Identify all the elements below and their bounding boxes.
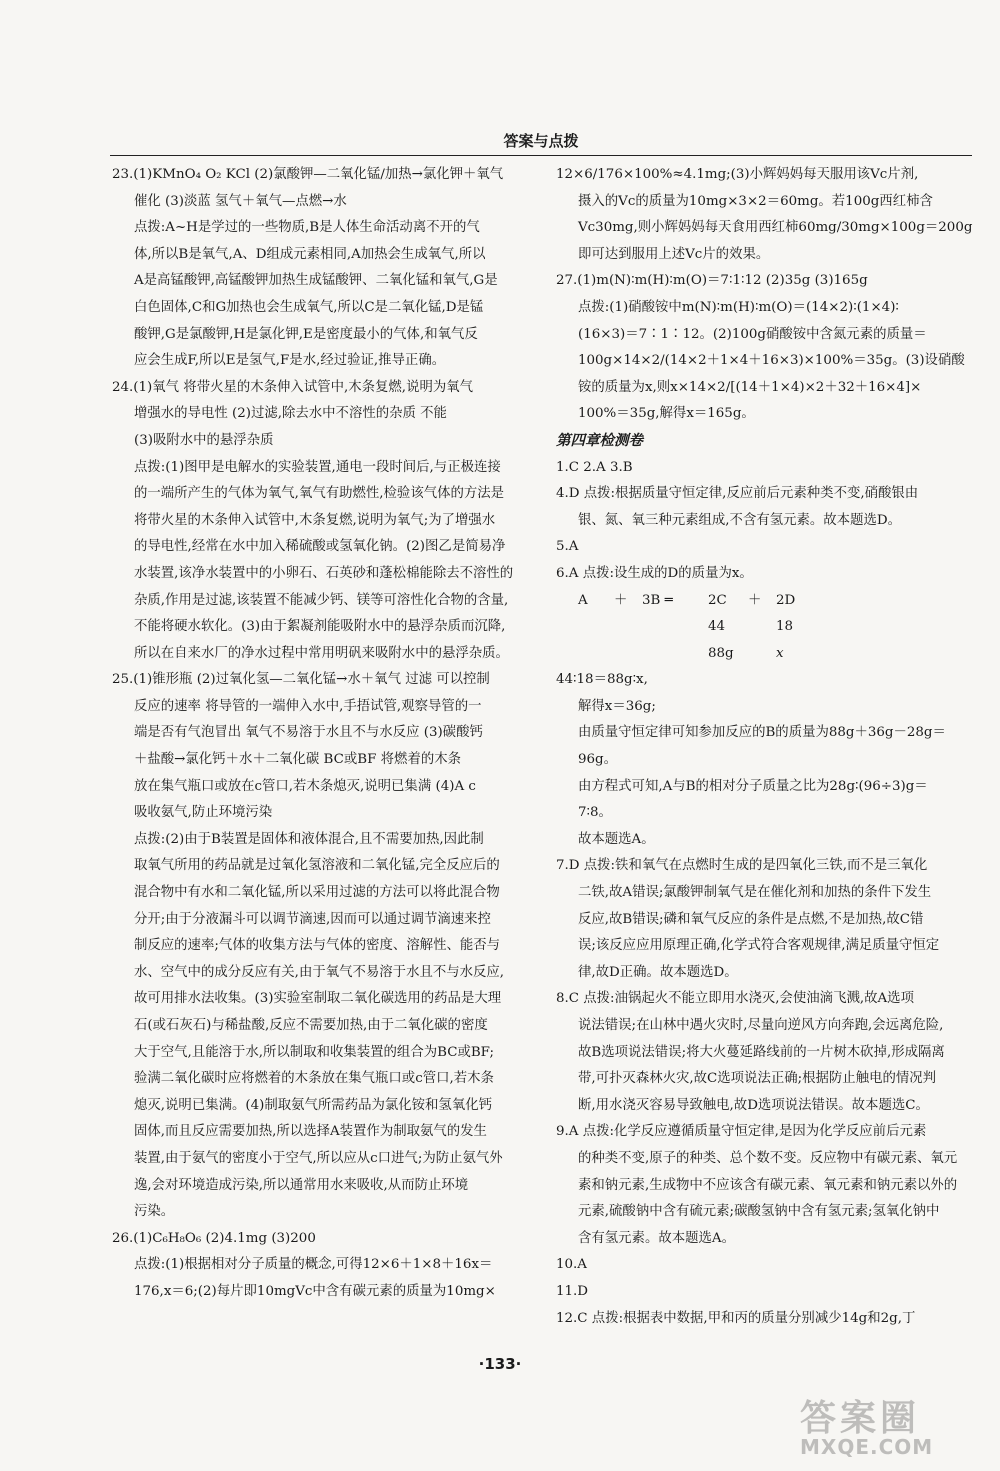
answer-line: 水装置,该净水装置中的小卵石、石英砂和蓬松棉能除去不溶性的 xyxy=(134,565,514,581)
eq-term: ＋ xyxy=(614,592,628,608)
watermark-logo xyxy=(800,1390,990,1465)
answer-line: 反应的速率 将导管的一端伸入水中,手捂试管,观察导管的一 xyxy=(134,698,482,714)
answer-line: 熄灭,说明已集满。(4)制取氨气所需药品为氯化铵和氢氧化钙 xyxy=(134,1097,492,1113)
answer-line: 白色固体,C和G加热也会生成氧气,所以C是二氧化锰,D是锰 xyxy=(134,299,484,315)
answer-item-a11 xyxy=(556,1279,976,1306)
answer-line: 12.C 点拨:根据表中数据,甲和丙的质量分别减少14g和2g,丁 xyxy=(556,1310,916,1326)
answer-line: 由方程式可知,A与B的相对分子质量之比为28g∶(96÷3)g＝ xyxy=(578,778,928,794)
answer-line: ＋盐酸→氯化钙＋水＋二氧化碳 BC或BF 将燃着的木条 xyxy=(134,752,462,768)
answer-line: 误;该反应应用原理正确,化学式符合客观规律,满足质量守恒定 xyxy=(578,938,940,954)
right-column-after-equation xyxy=(556,667,976,1332)
answer-line: 点拨:(1)硝酸铵中m(N)∶m(H)∶m(O)＝(14×2)∶(1×4)∶ xyxy=(578,299,899,315)
answer-line: 分开;由于分液漏斗可以调节滴速,因而可以通过调节滴速来控 xyxy=(134,911,491,927)
answer-line: 即可达到服用上述Vc片的效果。 xyxy=(578,246,770,262)
eq-value: 88g xyxy=(708,645,734,661)
answer-line: 不能将硬水软化。(3)由于絮凝剂能吸附水中的悬浮杂质而沉降, xyxy=(134,619,506,635)
answer-line: 96g。 xyxy=(578,752,618,768)
answer-line: 端是否有气泡冒出 氧气不易溶于水且不与水反应 (3)碳酸钙 xyxy=(134,725,483,741)
answer-item-q26-cont xyxy=(556,162,976,268)
eq-term: 2C xyxy=(708,592,727,608)
answer-line: 25.(1)锥形瓶 (2)过氧化氢—二氧化锰→水＋氧气 过滤 可以控制 xyxy=(112,672,490,688)
header-rule xyxy=(110,155,972,156)
answer-line: 应会生成F,所以E是氢气,F是水,经过验证,推导正确。 xyxy=(134,353,446,369)
answer-line: 点拨:(2)由于B装置是固体和液体混合,且不需要加热,因此制 xyxy=(134,831,484,847)
answer-line: (3)吸附水中的悬浮杂质 xyxy=(134,432,274,448)
eq-value: x xyxy=(776,645,784,661)
answer-line: 固体,而且反应需要加热,所以选择A装置作为制取氨气的发生 xyxy=(134,1124,487,1140)
answer-line: 的一端所产生的气体为氧气,氧气有助燃性,检验该气体的方法是 xyxy=(134,486,505,502)
watermark-text: 答案圈 xyxy=(800,1398,921,1439)
answer-line: (16×3)＝7∶1∶12。(2)100g硝酸铵中含氮元素的质量＝ xyxy=(578,326,927,342)
answer-line: 9.A 点拨:化学反应遵循质量守恒定律,是因为化学反应前后元素 xyxy=(556,1124,927,1140)
answer-line: 26.(1)C₆H₈O₆ (2)4.1mg (3)200 xyxy=(112,1230,316,1246)
answer-line: 点拨:A~H是学过的一些物质,B是人体生命活动离不开的气 xyxy=(134,220,480,236)
answer-line: 100%＝35g,解得x＝165g。 xyxy=(578,406,755,422)
answer-line: 反应,故B错误;磷和氧气反应的条件是点燃,不是加热,故C错 xyxy=(578,911,924,927)
answer-line: 石(或石灰石)与稀盐酸,反应不需要加热,由于二氧化碳的密度 xyxy=(134,1018,488,1033)
answer-line: 混合物中有水和二氧化锰,所以采用过滤的方法可以将此混合物 xyxy=(134,885,500,901)
answer-line: 5.A xyxy=(556,539,579,555)
answer-line: 所以在自来水厂的净水过程中常用明矾来吸附水中的悬浮杂质。 xyxy=(134,645,509,661)
answer-item-a7 xyxy=(556,853,976,986)
right-column-top xyxy=(556,162,976,428)
equation-row-3 xyxy=(556,641,976,668)
answer-line: 27.(1)m(N)∶m(H)∶m(O)＝7∶1∶12 (2)35g (3)165g xyxy=(556,273,868,289)
equation-row-1 xyxy=(556,588,976,615)
answer-line: 176,x＝6;(2)每片即10mgVc中含有碳元素的质量为10mg× xyxy=(134,1283,496,1299)
answer-item-a6-cont xyxy=(556,667,976,853)
answer-line: 铵的质量为x,则x×14×2/[(14＋1×4)×2＋32＋16×4]× xyxy=(578,379,922,395)
answer-line: 带,可扑灭森林火灾,故C选项说法正确;根据防止触电的情况判 xyxy=(578,1071,937,1087)
answer-line: 由质量守恒定律可知参加反应的B的质量为88g＋36g－28g＝ xyxy=(578,725,946,741)
answer-line: Vc30mg,则小辉妈妈每天食用西红柿60mg/30mg×100g＝200g xyxy=(578,220,973,236)
answer-line: 污染。 xyxy=(134,1204,175,1220)
right-column xyxy=(556,162,976,1332)
answer-line: 的种类不变,原子的种类、总个数不变。反应物中有碳元素、氧元 xyxy=(578,1150,958,1166)
answer-item-a1-3 xyxy=(556,455,976,482)
answer-line: 银、氮、氧三种元素组成,不含有氢元素。故本题选D。 xyxy=(578,512,901,528)
eq-term: A xyxy=(578,592,588,608)
answer-line: 杂质,作用是过滤,该装置不能减少钙、镁等可溶性化合物的含量, xyxy=(134,592,509,608)
answer-line: 律,故D正确。故本题选D。 xyxy=(578,964,738,980)
answer-line: 故B选项说法错误;将大火蔓延路线前的一片树木砍掉,形成隔离 xyxy=(578,1044,945,1060)
answer-line: 4.D 点拨:根据质量守恒定律,反应前后元素种类不变,硝酸银由 xyxy=(556,486,919,502)
answer-item-a5 xyxy=(556,534,976,561)
eq-term: 3B ═ xyxy=(642,592,673,608)
answer-item-a10 xyxy=(556,1252,976,1279)
answer-item-a9 xyxy=(556,1119,976,1252)
answer-line: 大于空气,且能溶于水,所以制取和收集装置的组合为BC或BF; xyxy=(134,1044,494,1060)
answer-line: 取氧气所用的药品就是过氧化氢溶液和二氧化锰,完全反应后的 xyxy=(134,858,500,874)
answer-line: 放在集气瓶口或放在c管口,若木条熄灭,说明已集满 (4)A c xyxy=(134,778,476,794)
answer-line: A是高锰酸钾,高锰酸钾加热生成锰酸钾、二氧化锰和氧气,G是 xyxy=(134,273,498,289)
answer-line: 增强水的导电性 (2)过滤,除去水中不溶性的杂质 不能 xyxy=(134,406,447,422)
answer-item-q26 xyxy=(112,1226,532,1306)
answer-line: 12×6/176×100%≈4.1mg;(3)小辉妈妈每天服用该Vc片剂, xyxy=(556,167,919,182)
answer-line: 制反应的速率;气体的收集方法与气体的密度、溶解性、能否与 xyxy=(134,938,501,954)
answer-line: 7∶8。 xyxy=(578,805,612,821)
answer-line: 的导电性,经常在水中加入稀硫酸或氢氧化钠。(2)图乙是简易净 xyxy=(134,539,506,555)
answer-line: 7.D 点拨:铁和氧气在点燃时生成的是四氧化三铁,而不是三氧化 xyxy=(556,858,928,874)
answer-item-a4 xyxy=(556,481,976,534)
page-number: ·133· xyxy=(478,1355,522,1373)
answer-line: 验满二氧化碳时应将燃着的木条放在集气瓶口或c管口,若木条 xyxy=(134,1071,494,1087)
answer-item-a6 xyxy=(556,561,976,588)
answer-line: 44∶18＝88g∶x, xyxy=(556,672,648,688)
answer-line: 点拨:(1)根据相对分子质量的概念,可得12×6＋1×8＋16x＝ xyxy=(134,1257,493,1273)
answer-line: 元素,硫酸钠中含有硫元素;碳酸氢钠中含有氢元素;氢氧化钠中 xyxy=(578,1204,940,1220)
answer-line: 摄入的Vc的质量为10mg×3×2＝60mg。若100g西红柿含 xyxy=(578,193,933,209)
answer-line: 装置,由于氨气的密度小于空气,所以应从c口进气;为防止氨气外 xyxy=(134,1150,503,1166)
answer-line: 23.(1)KMnO₄ O₂ KCl (2)氯酸钾—二氧化锰/加热→氯化钾＋氧气 xyxy=(112,167,504,182)
answer-line: 解得x＝36g; xyxy=(578,698,656,714)
answer-line: 水、空气中的成分反应有关,由于氧气不易溶于水且不与水反应, xyxy=(134,964,505,980)
right-column-bottom xyxy=(556,455,976,588)
watermark-domain: MXQE.COM xyxy=(800,1435,934,1459)
answer-line: 说法错误;在山林中遇火灾时,尽量向逆风方向奔跑,会远离危险, xyxy=(578,1018,944,1033)
answer-line: 11.D xyxy=(556,1283,589,1299)
left-column xyxy=(112,162,532,1306)
answer-item-q25 xyxy=(112,667,532,1225)
answer-line: 逸,会对环境造成污染,所以通常用水来吸收,从而防止环境 xyxy=(134,1177,469,1193)
answer-line: 体,所以B是氧气,A、D组成元素相同,A加热会生成氧气,所以 xyxy=(134,246,486,262)
eq-term: ＋ xyxy=(748,592,762,608)
answer-line: 8.C 点拨:油锅起火不能立即用水浇灭,会使油滴飞溅,故A选项 xyxy=(556,991,914,1007)
answer-line: 6.A 点拨:设生成的D的质量为x。 xyxy=(556,565,753,581)
answer-line: 含有氢元素。故本题选A。 xyxy=(578,1230,735,1246)
answer-line: 10.A xyxy=(556,1257,587,1273)
answer-line: 酸钾,G是氯酸钾,H是氯化钾,E是密度最小的气体,和氧气反 xyxy=(134,326,478,342)
answer-line: 二铁,故A错误;氯酸钾制氧气是在催化剂和加热的条件下发生 xyxy=(578,885,932,901)
answer-line: 将带火星的木条伸入试管中,木条复燃,说明为氧气;为了增强水 xyxy=(134,512,496,528)
equation-row-2 xyxy=(556,614,976,641)
answer-line: 催化 (3)淡蓝 氢气＋氧气—点燃→水 xyxy=(134,193,347,209)
answer-item-q23 xyxy=(112,162,532,375)
answer-line: 点拨:(1)图甲是电解水的实验装置,通电一段时间后,与正极连接 xyxy=(134,459,501,475)
answer-line: 故本题选A。 xyxy=(578,831,655,847)
answer-line: 1.C 2.A 3.B xyxy=(556,459,633,475)
answer-item-a8 xyxy=(556,986,976,1119)
equation-block xyxy=(556,588,976,668)
eq-value: 18 xyxy=(776,619,794,635)
eq-value: 44 xyxy=(708,619,726,635)
section-title: 第四章检测卷 xyxy=(556,432,643,449)
answer-line: 100g×14×2/(14×2＋1×4＋16×3)×100%＝35g。(3)设硝酸 xyxy=(578,353,965,369)
answer-line: 24.(1)氧气 将带火星的木条伸入试管中,木条复燃,说明为氧气 xyxy=(112,379,474,395)
answer-line: 素和钠元素,生成物中不应该含有碳元素、氧元素和钠元素以外的 xyxy=(578,1177,958,1193)
page-header: 答案与点拨 xyxy=(503,132,579,150)
answer-item-q24 xyxy=(112,375,532,668)
answer-line: 吸收氨气,防止环境污染 xyxy=(134,805,273,821)
answer-line: 断,用水浇灭容易导致触电,故D选项说法错误。故本题选C。 xyxy=(578,1097,929,1113)
answer-line: 故可用排水法收集。(3)实验室制取二氧化碳选用的药品是大理 xyxy=(134,991,502,1007)
eq-term: 2D xyxy=(776,592,796,608)
answer-item-a12 xyxy=(556,1306,976,1333)
answer-item-q27 xyxy=(556,268,976,428)
